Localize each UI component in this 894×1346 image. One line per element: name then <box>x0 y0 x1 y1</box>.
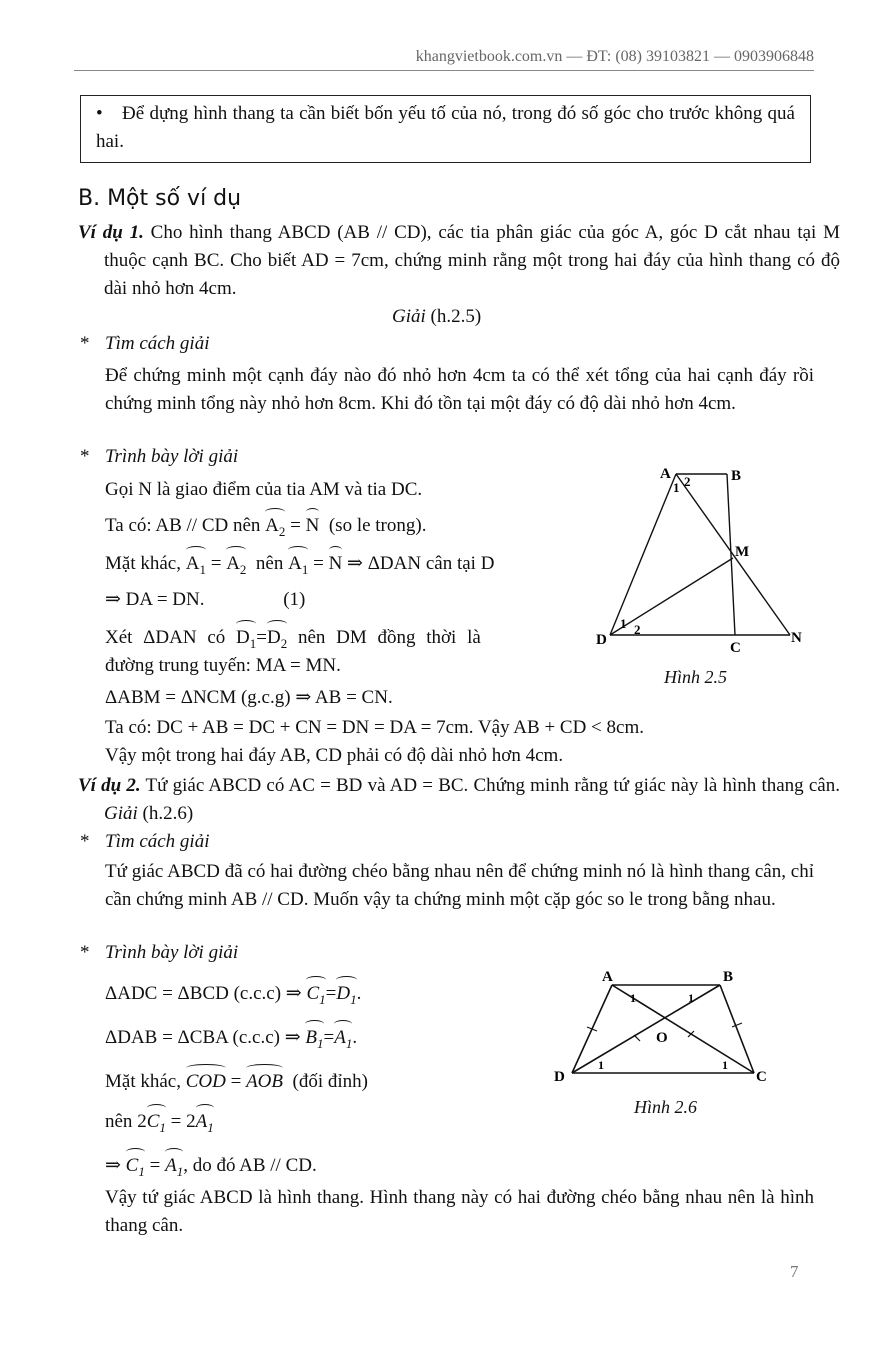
angle-n: N <box>306 508 320 540</box>
example-2-problem <box>78 772 840 828</box>
note-text: Để dựng hình thang ta cần biết bốn yếu tố của nó, trong đó số góc cho trước không quá hai. <box>96 103 795 152</box>
ex1-line-7: ΔABM = ΔNCM (g.c.g) ⇒ AB = CN. <box>105 687 393 708</box>
seg-dm <box>610 558 733 635</box>
angle-d2: $D_2$ <box>267 620 287 658</box>
ex1-line-4 <box>105 586 305 614</box>
ex1-line-3: Mặt khác, $A_1 = A_2$ nên $A_1 = N$ ⇒ ΔDAN cân tại D <box>105 546 494 584</box>
angle-label-d2: 2 <box>634 622 641 637</box>
seg-da <box>610 474 676 635</box>
star-2: * <box>80 446 90 467</box>
solution-label: Giải <box>392 306 426 327</box>
section-title: B. Một số ví dụ <box>78 186 242 211</box>
angle-label-c1-2: 1 <box>722 1058 728 1072</box>
ex2-l3-post: (đối đỉnh) <box>292 1071 368 1092</box>
example-1-problem <box>78 219 840 303</box>
angle-aob: AOB <box>246 1064 283 1096</box>
l3-post: ⇒ ΔDAN cân tại D <box>347 553 495 574</box>
ex1-line-2 <box>105 508 426 546</box>
label-m: M <box>735 544 750 560</box>
present-title-1: Trình bày lời giải <box>105 446 239 467</box>
solution-ref-2: (h.2.6) <box>142 803 194 824</box>
example-1-label: Ví dụ 1. <box>78 222 144 243</box>
solution-label-2: Giải <box>104 803 138 824</box>
ex1-line-6: đường trung tuyến: MA = MN. <box>105 655 341 676</box>
ex2-l1-pre: ΔADC = ΔBCD (c.c.c) ⇒ <box>105 983 302 1004</box>
label-n: N <box>791 630 802 646</box>
example-2-text: Tứ giác ABCD có AC = BD và AD = BC. Chứng minh rằng tứ giác này là hình thang cân. <box>145 775 840 796</box>
ex1-line-9: Vậy một trong hai đáy AB, CD phải có độ dài nhỏ hơn 4cm. <box>105 745 564 766</box>
l5-pre: Xét ΔDAN có <box>105 627 226 648</box>
angle-label-a1-2: 1 <box>630 991 636 1005</box>
find-title-2: Tìm cách giải <box>105 831 210 852</box>
angle-a1: $A_1$ <box>186 546 206 584</box>
angle-a2: $A_2$ <box>265 508 285 546</box>
l2-post: (so le trong). <box>328 515 427 536</box>
l3-mid: nên <box>255 553 284 574</box>
label-o: O <box>656 1030 668 1046</box>
label-c: C <box>730 640 741 656</box>
ex2-line-2: ΔDAB = ΔCBA (c.c.c) ⇒ $B_1=A_1$. <box>105 1020 357 1058</box>
tick-bc <box>732 1023 742 1027</box>
label-b2: B <box>723 969 734 985</box>
example-2-label: Ví dụ 2. <box>78 775 141 796</box>
label-c2: C <box>756 1069 767 1085</box>
angle-label-a2: 2 <box>684 474 691 489</box>
ex2-line-4: nên $2C_1 = 2A_1$ <box>105 1104 214 1142</box>
star-3: * <box>80 831 90 852</box>
ex2-line-6: Vậy tứ giác ABCD là hình thang. Hình thang này có hai đường chéo bằng nhau nên là hình thang cân. <box>105 1187 814 1236</box>
ex2-line-3: Mặt khác, COD = AOB (đối đỉnh) <box>105 1064 368 1096</box>
angle-label-d1: 1 <box>620 616 627 631</box>
l2-pre: Ta có: AB // CD nên <box>105 515 261 536</box>
solution-heading-1 <box>392 303 481 331</box>
figure-2-6-caption: Hình 2.6 <box>634 1097 697 1117</box>
figure-2-6 <box>552 965 782 1090</box>
ex1-line-5: Xét ΔDAN có $D_1=D_2$ nên DM đồng thời là <box>105 620 559 658</box>
angle-cod: COD <box>186 1064 226 1096</box>
angle-label-d1-2: 1 <box>598 1058 604 1072</box>
angle-a1b: $A_1$ <box>288 546 308 584</box>
ex2-l5-pre: ⇒ <box>105 1155 121 1176</box>
l5-post: nên DM đồng thời là <box>297 627 481 648</box>
label-d: D <box>596 632 607 648</box>
angle-d1: $D_1$ <box>236 620 256 658</box>
tick-bd <box>634 1035 640 1041</box>
present-title-2: Trình bày lời giải <box>105 942 239 963</box>
find-title-1: Tìm cách giải <box>105 333 210 354</box>
angle-label-b1-2: 1 <box>688 991 694 1005</box>
solution-ref: (h.2.5) <box>430 306 482 327</box>
ex2-line-1: ΔADC = ΔBCD (c.c.c) ⇒ $C_1=D_1$. <box>105 976 361 1014</box>
angle-label-a1: 1 <box>673 480 680 495</box>
figure-2-5-caption: Hình 2.5 <box>664 667 727 687</box>
star-4: * <box>80 942 90 963</box>
figure-2-5 <box>590 460 820 660</box>
ex1-line-8: Ta có: DC + AB = DC + CN = DN = DA = 7cm. Vậy AB + CD < 8cm. <box>105 717 644 738</box>
l4: ⇒ DA = DN. <box>105 589 205 610</box>
eq-number-1: (1) <box>283 589 306 610</box>
l2-eq: = <box>290 515 301 536</box>
seg-an <box>676 474 790 635</box>
seg-bd <box>572 985 720 1073</box>
label-a: A <box>660 466 671 482</box>
label-b: B <box>731 468 742 484</box>
example-1-text: Cho hình thang ABCD (AB // CD), các tia phân giác của góc A, góc D cắt nhau tại M thuộc cạnh BC. Cho biết AD = 7cm, chứng minh rằng một trong hai đáy của hình thang có độ dài nhỏ hơn 4cm. <box>104 222 840 299</box>
label-d2: D <box>554 1069 565 1085</box>
l3-pre: Mặt khác, <box>105 553 181 574</box>
bullet: • <box>96 103 103 124</box>
find-text-2: Tứ giác ABCD đã có hai đường chéo bằng nhau nên để chứng minh nó là hình thang cân, chỉ cần chứng minh AB // CD. Muốn vậy ta chứng minh một cặp góc so le trong bằng nhau. <box>105 861 814 910</box>
ex1-line-1: Gọi N là giao điểm của tia AM và tia DC. <box>105 479 423 500</box>
ex2-l5-post: , do đó AB // CD. <box>183 1155 317 1176</box>
page-header: khangvietbook.com.vn — ĐT: (08) 39103821 — 0903906848 <box>74 48 814 71</box>
ex2-l2-pre: ΔDAB = ΔCBA (c.c.c) ⇒ <box>105 1027 301 1048</box>
ex2-l4-pre: nên <box>105 1111 133 1132</box>
ex2-l3-pre: Mặt khác, <box>105 1071 181 1092</box>
label-a2: A <box>602 969 613 985</box>
ex2-line-5: ⇒ $C_1 = A_1$, do đó AB // CD. <box>105 1148 317 1186</box>
find-text-1: Để chứng minh một cạnh đáy nào đó nhỏ hơn 4cm ta có thể xét tổng của hai cạnh đáy rồi chứng minh tổng này nhỏ hơn 8cm. Khi đó tồn tại một đáy có độ dài nhỏ hơn 4cm. <box>105 365 814 414</box>
note-box <box>80 95 811 163</box>
star-1: * <box>80 333 90 354</box>
page-number: 7 <box>790 1262 799 1281</box>
angle-a2b: $A_2$ <box>226 546 246 584</box>
angle-n2: N <box>329 546 343 578</box>
